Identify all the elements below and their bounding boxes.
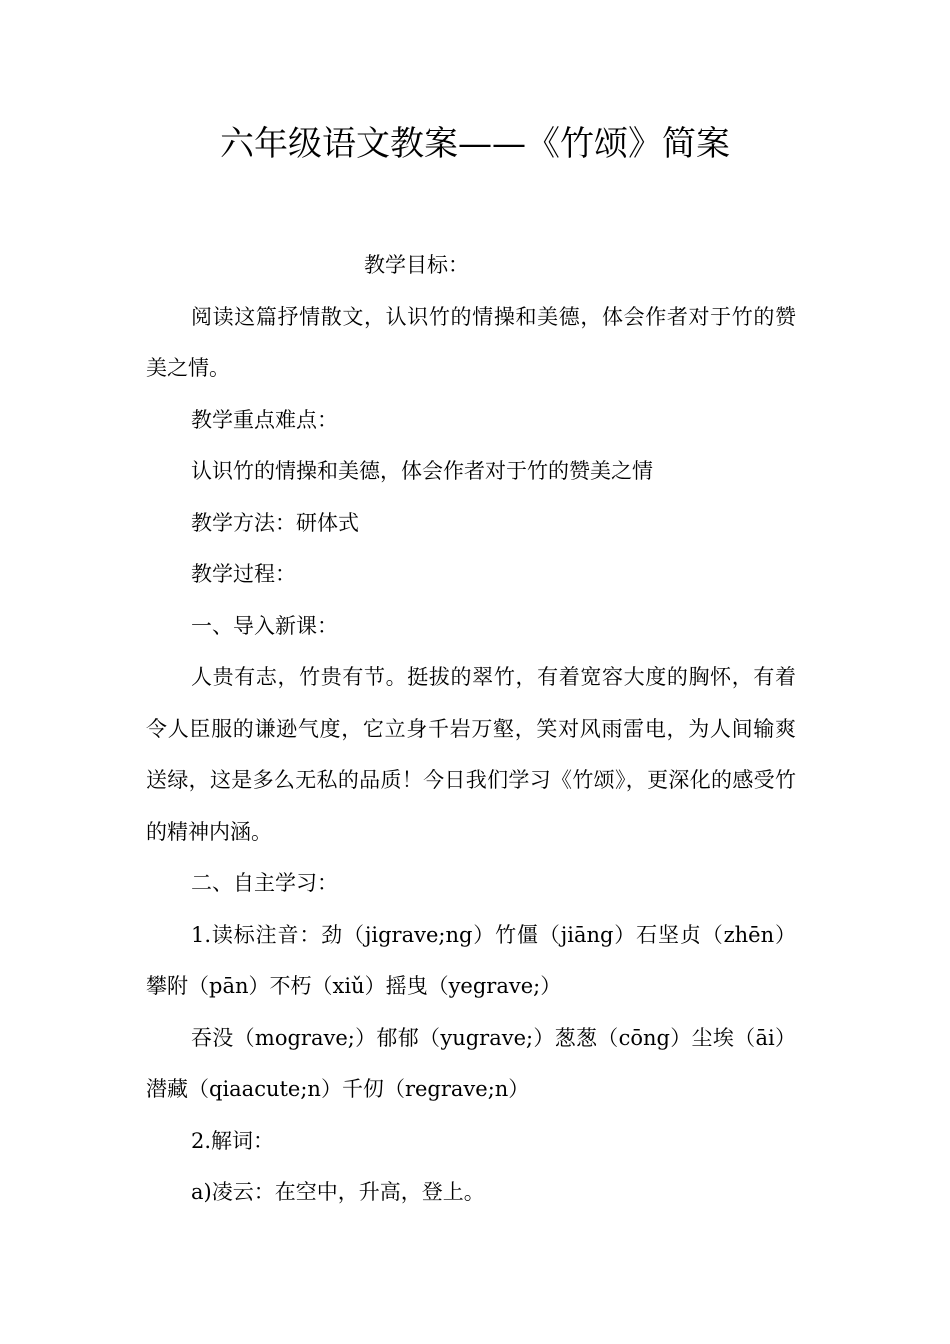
paragraph-pronunciation-2: 吞没（mograve;）郁郁（yugrave;）葱葱（cōng）尘埃（āi）潜藏（qiaacute;n）千仞（regrave;n） bbox=[146, 1025, 796, 1101]
paragraph-vocabulary-a: a)凌云：在空中，升高，登上。 bbox=[191, 1180, 485, 1204]
document-title: 六年级语文教案——《竹颂》简案 bbox=[220, 124, 730, 164]
document-body bbox=[146, 240, 796, 1219]
paragraph-key-points: 认识竹的情操和美德，体会作者对于竹的赞美之情 bbox=[191, 459, 653, 483]
section-heading-process: 教学过程： bbox=[191, 562, 296, 586]
section-heading-introduction: 一、导入新课： bbox=[191, 613, 338, 638]
paragraph-objectives: 阅读这篇抒情散文，认识竹的情操和美德，体会作者对于竹的赞美之情。 bbox=[146, 304, 796, 380]
paragraph-introduction: 人贵有志，竹贵有节。挺拔的翠竹，有着宽容大度的胸怀，有着令人臣服的谦逊气度，它立身千岩万壑，笑对风雨雷电，为人间输爽送绿，这是多么无私的品质！今日我们学习《竹颂》，更深化的感受竹的精神内涵。 bbox=[146, 665, 796, 844]
section-heading-key-points: 教学重点难点： bbox=[191, 407, 338, 432]
paragraph-pronunciation-1: 1.读标注音：劲（jigrave;ng）竹僵（jiāng）石坚贞（zhēn）攀附（pān）不朽（xiǔ）摇曳（yegrave;） bbox=[146, 922, 796, 998]
section-heading-objectives: 教学目标： bbox=[364, 253, 469, 277]
section-heading-vocabulary: 2.解词： bbox=[191, 1128, 275, 1153]
paragraph-method: 教学方法：研体式 bbox=[191, 510, 359, 535]
section-heading-self-study: 二、自主学习： bbox=[191, 871, 338, 895]
